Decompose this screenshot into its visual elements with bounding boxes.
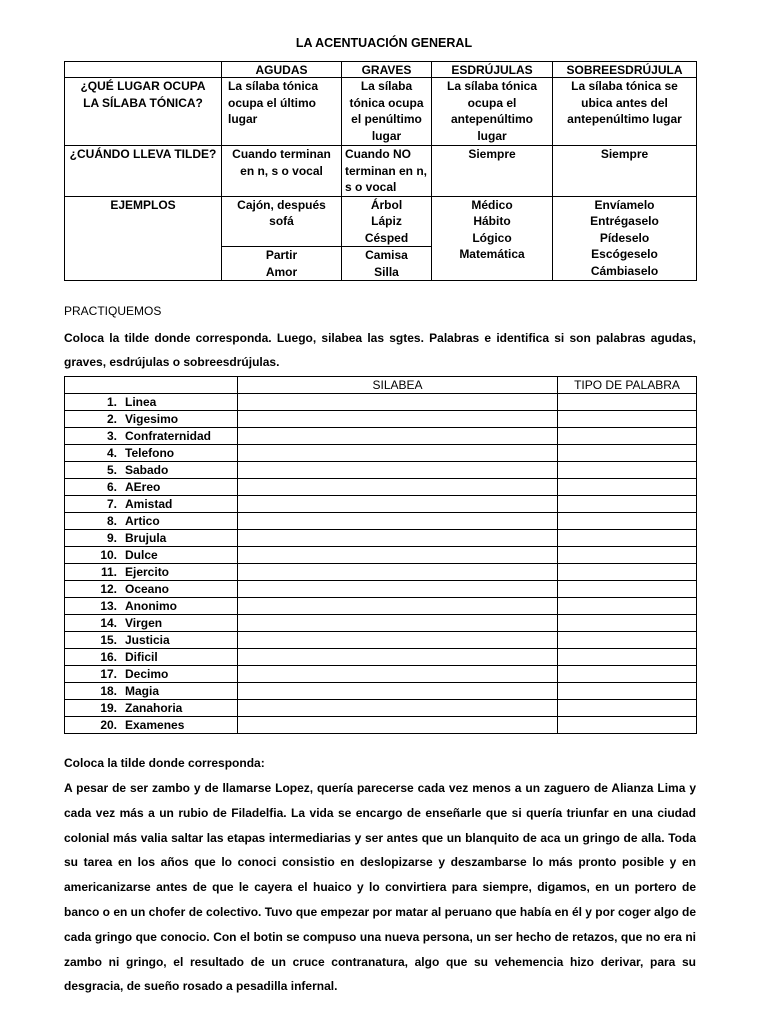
- tipo-cell[interactable]: [558, 462, 697, 479]
- word-text: Sabado: [125, 462, 169, 477]
- silabea-cell[interactable]: [238, 445, 558, 462]
- word-cell: [65, 717, 238, 734]
- silabea-cell[interactable]: [238, 530, 558, 547]
- header-sobreesdrujula: SOBREESDRÚJULA: [553, 62, 697, 78]
- word-number: 1.: [106, 394, 117, 409]
- word-text: Dificil: [125, 649, 158, 664]
- word-text: Linea: [125, 394, 157, 409]
- tipo-cell[interactable]: [558, 428, 697, 445]
- word-cell: [65, 615, 238, 632]
- table-row: [65, 428, 697, 445]
- table-row: [65, 479, 697, 496]
- tipo-cell[interactable]: [558, 445, 697, 462]
- example-word: Escógeselo: [591, 247, 658, 261]
- word-text: Vigesimo: [125, 411, 179, 426]
- cell-sobre-tilde: Siempre: [553, 146, 697, 197]
- word-cell: [65, 666, 238, 683]
- word-cell: [65, 632, 238, 649]
- word-text: Decimo: [125, 666, 169, 681]
- silabea-cell[interactable]: [238, 394, 558, 411]
- silabea-cell[interactable]: [238, 683, 558, 700]
- word-cell: [65, 445, 238, 462]
- word-text: Brujula: [125, 530, 167, 545]
- summary-row-ejemplos-a: [65, 196, 697, 247]
- word-cell: [65, 581, 238, 598]
- table-row: [65, 632, 697, 649]
- word-number: 6.: [106, 479, 117, 494]
- cell-agudas-tilde: Cuando terminan en n, s o vocal: [222, 146, 342, 197]
- silabea-cell[interactable]: [238, 666, 558, 683]
- word-text: Anonimo: [125, 598, 177, 613]
- tipo-cell[interactable]: [558, 700, 697, 717]
- word-number: 10.: [100, 547, 117, 562]
- cell-agudas-lugar: La sílaba tónica ocupa el último lugar: [222, 78, 342, 146]
- word-cell: [65, 513, 238, 530]
- tipo-cell[interactable]: [558, 513, 697, 530]
- word-number: 15.: [100, 632, 117, 647]
- word-cell: [65, 700, 238, 717]
- example-word: Cámbiaselo: [590, 263, 659, 278]
- tipo-cell[interactable]: [558, 632, 697, 649]
- word-text: Oceano: [125, 581, 170, 596]
- word-number: 7.: [106, 496, 117, 511]
- word-number: 17.: [100, 666, 117, 681]
- word-number: 11.: [100, 564, 117, 579]
- silabea-cell[interactable]: [238, 496, 558, 513]
- silabea-cell[interactable]: [238, 547, 558, 564]
- example-word: Lápiz: [371, 214, 402, 228]
- silabea-cell[interactable]: [238, 700, 558, 717]
- tipo-cell[interactable]: [558, 479, 697, 496]
- table-row: [65, 598, 697, 615]
- word-number: 4.: [106, 445, 117, 460]
- table-row: [65, 666, 697, 683]
- table-row: [65, 496, 697, 513]
- table-row: [65, 581, 697, 598]
- summary-row-tilde: [65, 146, 697, 197]
- tipo-cell[interactable]: [558, 649, 697, 666]
- header-agudas: AGUDAS: [222, 62, 342, 78]
- silabea-cell[interactable]: [238, 581, 558, 598]
- word-cell: [65, 496, 238, 513]
- cell-agudas-ejemplos-a: Cajón, después sofá: [222, 196, 342, 247]
- word-cell: [65, 411, 238, 428]
- word-number: 19.: [100, 700, 117, 715]
- word-cell: [65, 547, 238, 564]
- table-row: [65, 462, 697, 479]
- page-title: LA ACENTUACIÓN GENERAL: [295, 36, 473, 50]
- word-text: Dulce: [125, 547, 158, 562]
- word-cell: [65, 479, 238, 496]
- silabea-cell[interactable]: [238, 649, 558, 666]
- tipo-cell[interactable]: [558, 411, 697, 428]
- tipo-cell[interactable]: [558, 717, 697, 734]
- table-row: [65, 717, 697, 734]
- syllable-table: [64, 376, 697, 734]
- silabea-cell[interactable]: [238, 598, 558, 615]
- tipo-cell[interactable]: [558, 666, 697, 683]
- word-number: 9.: [106, 530, 117, 545]
- word-number: 2.: [106, 411, 117, 426]
- cell-graves-ejemplos-a: [342, 196, 432, 247]
- header-graves: GRAVES: [342, 62, 432, 78]
- row-label-tilde: ¿CUÁNDO LLEVA TILDE?: [65, 146, 222, 197]
- word-cell: [65, 683, 238, 700]
- header-esdrujulas: ESDRÚJULAS: [432, 62, 553, 78]
- silabea-cell[interactable]: [238, 411, 558, 428]
- word-cell: [65, 649, 238, 666]
- example-word: Silla: [374, 264, 399, 279]
- example-word: Pídeselo: [599, 230, 650, 245]
- example-word: Árbol: [370, 197, 403, 212]
- cell-graves-ejemplos-b: [342, 247, 432, 281]
- cell-graves-tilde: Cuando NO terminan en n, s o vocal: [342, 146, 432, 197]
- table-row: [65, 564, 697, 581]
- word-text: Justicia: [125, 632, 170, 647]
- header-tipo: TIPO DE PALABRA: [558, 377, 697, 394]
- tipo-cell[interactable]: [558, 530, 697, 547]
- word-number: 14.: [100, 615, 117, 630]
- example-word: Hábito: [473, 214, 511, 228]
- tipo-cell[interactable]: [558, 394, 697, 411]
- cell-graves-lugar: La sílaba tónica ocupa el penúltimo lugar: [342, 78, 432, 146]
- tipo-cell[interactable]: [558, 581, 697, 598]
- table-row: [65, 530, 697, 547]
- example-word: Envíamelo: [594, 197, 655, 212]
- word-text: AEreo: [125, 479, 161, 494]
- practice-heading: PRACTIQUEMOS: [64, 304, 162, 318]
- word-cell: [65, 428, 238, 445]
- word-number: 20.: [100, 717, 117, 732]
- word-text: Magia: [125, 683, 160, 698]
- tipo-cell[interactable]: [558, 598, 697, 615]
- exercise2-heading: Coloca la tilde donde corresponda:: [64, 756, 265, 770]
- word-number: 13.: [100, 598, 117, 613]
- example-word: Césped: [364, 230, 409, 245]
- example-word: Partir: [265, 248, 298, 262]
- tipo-cell[interactable]: [558, 564, 697, 581]
- cell-sobre-lugar: La sílaba tónica se ubica antes del antepenúltimo lugar: [553, 78, 697, 146]
- example-word: Matemática: [459, 247, 525, 261]
- cell-esdrujulas-ejemplos: [432, 196, 553, 281]
- word-cell: [65, 598, 238, 615]
- word-text: Ejercito: [125, 564, 170, 579]
- word-cell: [65, 530, 238, 547]
- silabea-cell[interactable]: [238, 632, 558, 649]
- table-row: [65, 615, 697, 632]
- example-word: Lógico: [472, 230, 512, 245]
- silabea-cell[interactable]: [238, 462, 558, 479]
- word-cell: [65, 394, 238, 411]
- table-row: [65, 513, 697, 530]
- cell-sobre-ejemplos: [553, 196, 697, 281]
- table-row: [65, 394, 697, 411]
- example-word: Entrégaselo: [590, 214, 659, 228]
- word-text: Telefono: [125, 445, 175, 460]
- summary-header-row: [65, 62, 697, 78]
- silabea-cell[interactable]: [238, 717, 558, 734]
- word-text: Amistad: [125, 496, 173, 511]
- row-label-lugar: ¿QUÉ LUGAR OCUPA LA SÍLABA TÓNICA?: [65, 78, 222, 146]
- word-number: 3.: [106, 428, 117, 443]
- tipo-cell[interactable]: [558, 615, 697, 632]
- table-row: [65, 700, 697, 717]
- cell-agudas-ejemplos-b: [222, 247, 342, 281]
- table-row: [65, 683, 697, 700]
- header-word: [65, 377, 238, 394]
- summary-row-lugar: [65, 78, 697, 146]
- silabea-cell[interactable]: [238, 615, 558, 632]
- word-cell: [65, 564, 238, 581]
- word-text: Confraternidad: [125, 428, 212, 443]
- silabea-cell[interactable]: [238, 428, 558, 445]
- summary-corner-cell: [65, 62, 222, 78]
- word-text: Examenes: [125, 717, 185, 732]
- silabea-cell[interactable]: [238, 513, 558, 530]
- word-number: 5.: [106, 462, 117, 477]
- word-number: 16.: [100, 649, 117, 664]
- tipo-cell[interactable]: [558, 496, 697, 513]
- example-word: Médico: [471, 197, 513, 212]
- tipo-cell[interactable]: [558, 683, 697, 700]
- tipo-cell[interactable]: [558, 547, 697, 564]
- example-word: Amor: [265, 264, 298, 279]
- silabea-cell[interactable]: [238, 479, 558, 496]
- silabea-cell[interactable]: [238, 564, 558, 581]
- table-row: [65, 411, 697, 428]
- syllable-header-row: [65, 377, 697, 394]
- accent-summary-table: [64, 61, 697, 281]
- word-text: Zanahoria: [125, 700, 183, 715]
- row-label-ejemplos: EJEMPLOS: [65, 196, 222, 281]
- table-row: [65, 649, 697, 666]
- table-row: [65, 547, 697, 564]
- word-number: 12.: [100, 581, 117, 596]
- word-text: Virgen: [125, 615, 163, 630]
- cell-esdrujulas-tilde: Siempre: [432, 146, 553, 197]
- exercise2-paragraph: A pesar de ser zambo y de llamarse Lopez, quería parecerse cada vez menos a un zaguero de Alianza Lima y cada vez más a un rubio de Filadelfia. La vida se encargo de enseñarle que si quería triunfar en una ciudad colonial más valia saltar las etapas intermediarias y ser antes que un blanquito de aca un gringo de alla. Toda su tarea en los años que lo conoci consistio en deslopizarse y deszambarse lo más pronto posible y en americanizarse antes de que le cayera el huaico y lo convirtiera para siempre, digamos, en un portero de banco o en un chofer de colectivo. Tuvo que empezar por matar al peruano que había en él y por coger algo de cada gringo que conocio. Con el botin se compuso una nueva persona, un ser hecho de retazos, que no era ni zambo ni gringo, el resultado de un cruce contranatura, algo que su vehemencia hizo derivar, para su desgracia, de sueño rosado a pesadilla infernal.: [64, 781, 696, 994]
- table-row: [65, 445, 697, 462]
- header-silabea: SILABEA: [238, 377, 558, 394]
- practice-instructions: Coloca la tilde donde corresponda. Luego, silabea las sgtes. Palabras e identifica si son palabras agudas, graves, esdrújulas o sobreesdrújulas.: [64, 331, 696, 369]
- word-number: 8.: [106, 513, 117, 528]
- word-number: 18.: [100, 683, 117, 698]
- word-cell: [65, 462, 238, 479]
- word-text: Artico: [125, 513, 160, 528]
- cell-esdrujulas-lugar: La sílaba tónica ocupa el antepenúltimo lugar: [432, 78, 553, 146]
- example-word: Camisa: [365, 248, 408, 262]
